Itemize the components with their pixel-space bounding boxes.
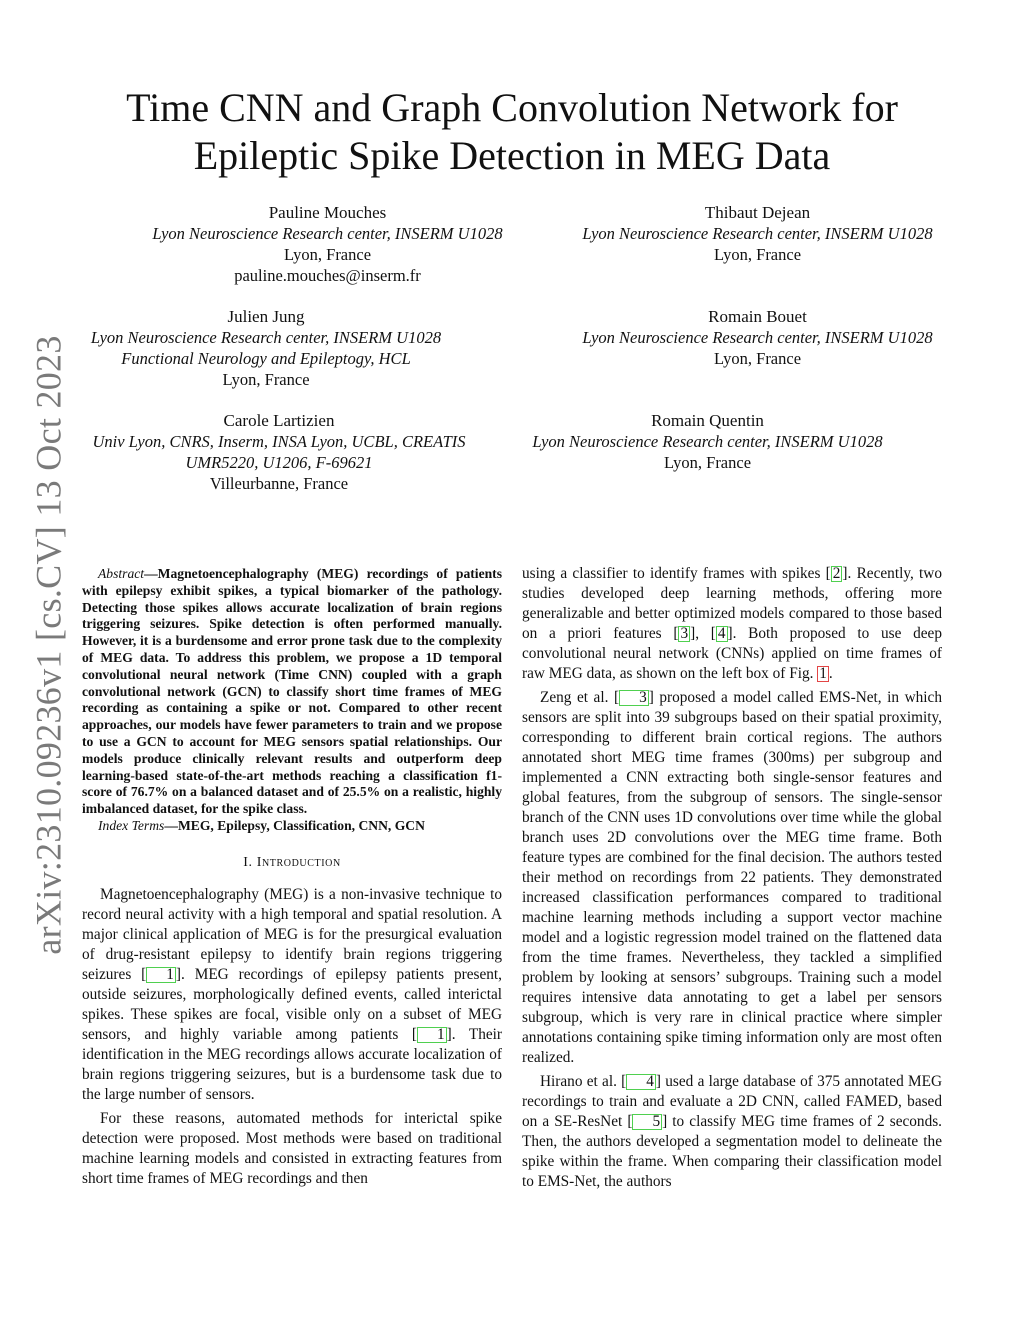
section-title: Introduction [256,854,341,870]
text-run: to classify MEG time frames of 2 seconds. Then, the authors developed a segmentation model to delineate the spike within the frame. When comparing their classification model to EMS-Net, the authors [522,1113,942,1190]
index-terms-dash: — [164,817,178,833]
author-affiliation: Lyon Neuroscience Research center, INSERM U1028 [532,432,883,451]
author-affiliation: Lyon Neuroscience Research center, INSERM U1028 [582,224,933,243]
abstract-label: Abstract [98,566,145,581]
intro-paragraph-1: Magnetoencephalography (MEG) is a non-invasive technique to record neural activity with a high temporal and spatial resolution. A major clinical application of MEG is for the presurgical evaluation of drug-resistant epilepsy to identify brain regions triggering seizures [ 1 ]. MEG recordings of epilepsy patients present, outside seizures, morphologically defined events, called interictal spikes. These spikes are focal, visible only on a subset of MEG sensors, and highly variable among patients [ 1 ]. Their identification in the MEG recordings allows accurate localization of brain regions triggering seizures, but is a burdensome task due to the large number of sensors. [82,885,503,1103]
author-block-5 [78,410,480,494]
text-run: . [828,665,833,682]
citation-link[interactable]: 2 [832,565,841,582]
text-run: Magnetoencephalography (MEG) is a non-invasive technique to record neural activity with a high temporal and spatial resolution. A major clinical application of MEG is for the presurgical evaluation of drug-resistant epilepsy to identify brain regions triggering seizures [82,885,502,983]
left-column [82,566,502,1193]
author-email[interactable]: pauline.mouches@inserm.fr [234,266,421,285]
right-paragraph-1: using a classifier to identify frames with spikes [ 2 ]. Recently, two studies developed deep learning methods, offering more generalizable and better optimized models compared to those based on a priori features [ 3 ], [ 4 ]. Both proposed to use deep convolutional neural network (CNNs) applied on time frames of raw MEG data, as shown on the left box of Fig. 1 . [522,565,942,682]
author-name: Thibaut Dejean [704,203,811,222]
text-run: . MEG recordings of epilepsy patients present, outside seizures, morphologically defined events, called interictal spikes. These spikes are focal, visible only on a subset of MEG sensors, and highly variable among patients [82,965,503,1043]
abstract-dash: — [144,566,158,581]
author-name: Carole Lartizien [223,411,335,430]
author-affiliation-secondary: Functional Neurology and Epileptogy, HCL [121,349,411,368]
right-column [522,564,942,1196]
text-run: . Their identification in the MEG recordings allows accurate localization of brain regions triggering seizures, but is a burdensome task due to the large number of sensors. [82,1025,503,1103]
index-terms-text: MEG, Epilepsy, Classification, CNN, GCN [177,817,425,833]
author-affiliation: Lyon Neuroscience Research center, INSERM U1028 [90,328,442,347]
author-block-6 [520,410,895,473]
right-paragraph-3: Hirano et al. [ 4 ] used a large database of 375 annotated MEG recordings to train and evaluate a 2D CNN, called FAMED, based on a SE-ResNet [ 5 ] to classify MEG time frames of 2 seconds. Then, the authors developed a segmentation model to delineate the spike within the frame. When comparing their classification model to EMS-Net, the authors [522,1073,942,1190]
author-affiliation: Univ Lyon, CNRS, Inserm, INSA Lyon, UCBL, CREATIS [92,432,466,451]
citation-link[interactable]: 1 [146,967,176,983]
citation-link[interactable]: 4 [717,625,726,642]
author-affiliation: Lyon Neuroscience Research center, INSERM U1028 [582,328,933,347]
author-location: Lyon, France [713,245,802,264]
author-block-3 [80,306,452,390]
text-run: , [695,625,711,642]
section-heading-introduction [82,853,502,873]
abstract [82,566,502,818]
text-run: . Both proposed to use deep convolutional neural network (CNNs) applied on time frames of raw MEG data, as shown on the left box of Fig. [522,625,942,682]
text-run: Hirano et al. [540,1073,622,1090]
section-number: I. [243,854,253,870]
author-affiliation: Lyon Neuroscience Research center, INSERM U1028 [152,224,503,243]
intro-paragraph-2: For these reasons, automated methods for interictal spike detection were proposed. Most methods were based on traditional machine learning models and consisted in extracting features from short time frames of MEG recordings and then [82,1109,502,1187]
index-terms [82,818,502,835]
arxiv-sidebar-stamp [22,325,76,965]
figure-link[interactable]: 1 [819,665,827,682]
text-run: . Recently, two studies developed deep learning methods, offering more generalizable and better optimized models compared to those based on a priori features [522,565,942,642]
author-name: Julien Jung [227,307,305,326]
author-location: Villeurbanne, France [209,474,349,493]
index-terms-label: Index Terms [98,817,165,833]
text-run: used a large database of 375 annotated MEG recordings to train and evaluate a 2D CNN, called FAMED, based on a SE-ResNet [522,1073,942,1130]
author-location: Lyon, France [222,370,310,389]
right-paragraph-2: Zeng et al. [ 3 ] proposed a model called EMS-Net, in which sensors are split into 39 subgroups based on their spatial proximity, corresponding to different brain cortical regions. The authors annotated short MEG time frames (300ms) per subgroup and implemented a CNN extracting both single-sensor features and global features, from the subgroup of sensors. The single-sensor branch of the CNN uses 1D convolutions over time while the global branch uses 2D convolutions over the MEG time frame. Both feature types are combined for the final decision. The authors tested their method on recordings from 22 patients. They demonstrated increased classification performances compared to traditional machine learning methods including a support vector machine model and a logistic regression model trained on the flattened data from the time frames. Nevertheless, they tackled a simplified problem by looking at sensors’ subgroups. Training such a model requires intensive data annotating to get a label per sensors subgroup, which is very rare in clinical practice where simpler annotations containing spike timing information only are most often realized. [522,689,942,1066]
citation-link[interactable]: 1 [417,1027,447,1043]
citation-link[interactable]: 3 [619,690,649,706]
author-affiliation-secondary: UMR5220, U1206, F-69621 [185,453,373,472]
arxiv-identifier: arXiv:2310.09236v1 [cs.CV] 13 Oct 2023 [29,335,70,955]
author-block-2 [570,202,945,265]
citation-link[interactable]: 4 [626,1074,656,1090]
author-location: Lyon, France [713,349,802,368]
author-name: Romain Bouet [708,307,807,326]
author-location: Lyon, France [283,245,372,264]
author-block-1 [140,202,515,286]
text-run: using a classifier to identify frames with spikes [522,565,826,582]
title-line-1: Time CNN and Graph Convolution Network for [126,85,898,130]
author-block-4 [570,306,945,369]
text-run: Zeng et al. [540,689,614,706]
author-name: Romain Quentin [651,411,764,430]
title-line-2: Epileptic Spike Detection in MEG Data [193,133,831,178]
citation-link[interactable]: 5 [632,1114,662,1130]
citation-link[interactable]: 3 [680,625,689,642]
text-run: proposed a model called EMS-Net, in which sensors are split into 39 subgroups based on their spatial proximity, corresponding to different brain cortical regions. The authors annotated short MEG time frames (300ms) per subgroup and implemented a CNN extracting both single-sensor features and global features, from the subgroup of sensors. The single-sensor branch of the CNN uses 1D convolutions over time while the global branch uses 2D convolutions over the MEG time frame. Both feature types are combined for the final decision. The authors tested their method on recordings from 22 patients. They demonstrated increased classification performances compared to traditional machine learning methods including a support vector machine model and a logistic regression model trained on the flattened data from the time frames. Nevertheless, they tackled a simplified problem by looking at sensors’ subgroups. Training such a model requires intensive data annotating to get a label per sensors subgroup, which is very rare in clinical practice where simpler annotations containing spike timing information only are most often realized. [522,689,942,1066]
abstract-text: Magnetoencephalography (MEG) recordings of patients with epilepsy exhibit spikes, a typical biomarker of the pathology. Detecting those spikes allows accurate localization of brain regions triggering seizures. Spike detection is often performed manually. However, it is a burdensome and error prone task due to the complexity of MEG data. To address this problem, we propose a 1D temporal convolutional neural network (Time CNN) coupled with a graph convolutional network (GCN) to classify short time frames of MEG recording as containing a spike or not. Compared to other recent approaches, our models have fewer parameters to train and we propose to use a GCN to account for MEG sensors spatial relationships. Our models produce clinically relevant results and outperform deep learning-based state-of-the-art methods reaching a classification f1-score of 76.7% on a balanced dataset and of 25.5% on a realistic, highly imbalanced dataset, for the spike class. [82,566,502,817]
author-location: Lyon, France [663,453,752,472]
author-name: Pauline Mouches [268,203,387,222]
paper-title [80,84,944,180]
